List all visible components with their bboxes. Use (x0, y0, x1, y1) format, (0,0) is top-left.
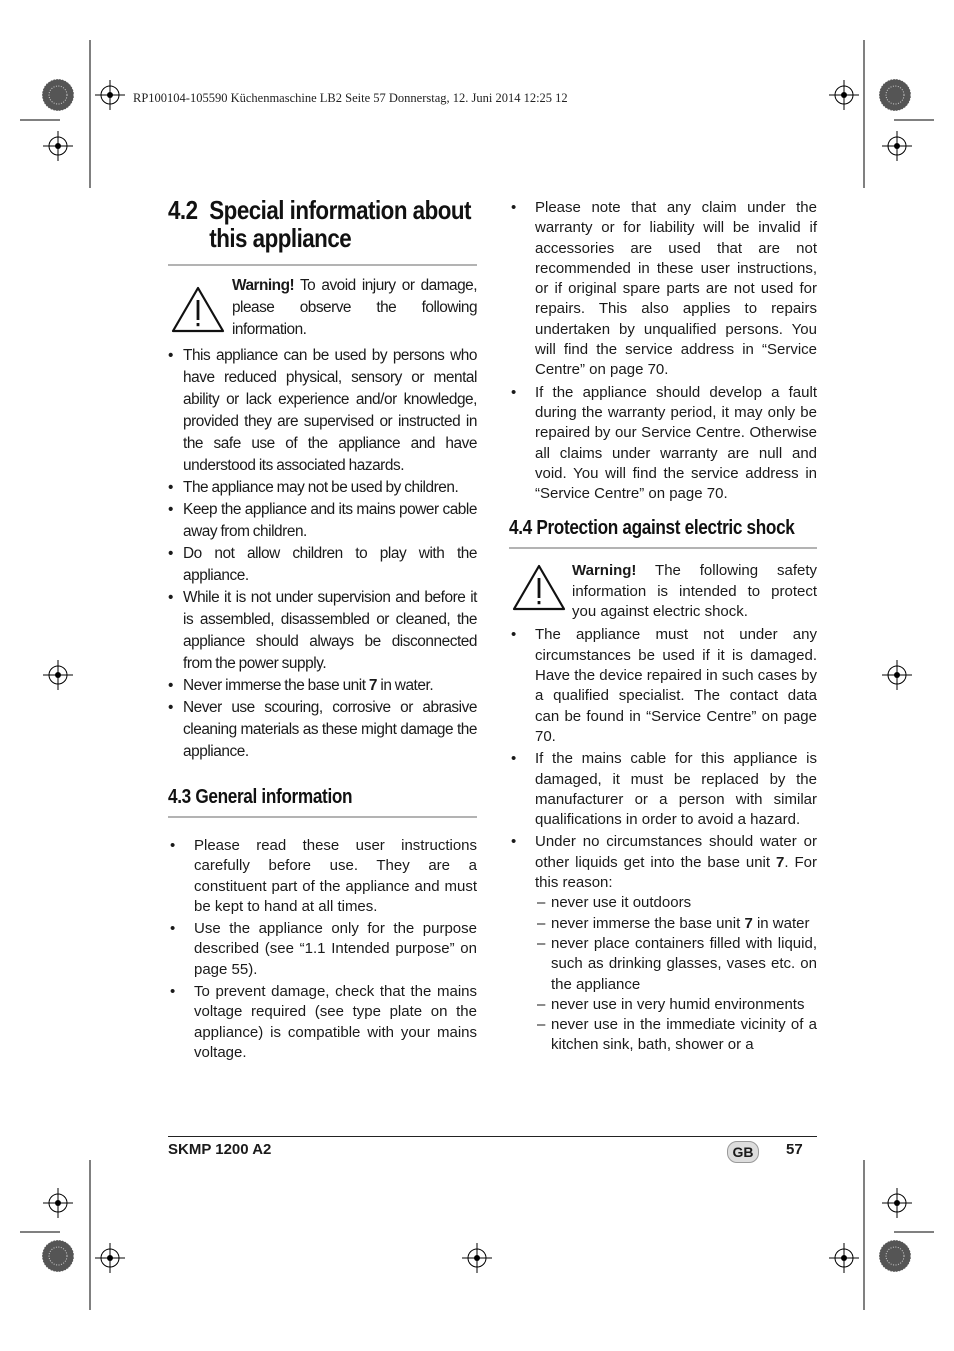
section-4-2-heading (168, 195, 471, 254)
list-item-text: in water (752, 914, 810, 932)
sub-list-item: – never use in very humid environments (535, 995, 817, 1015)
section-4-4-list (509, 625, 817, 1055)
language-badge: GB (727, 1141, 759, 1163)
list-item: • The appliance may not be used by children. (168, 477, 477, 499)
warning-text (232, 275, 477, 341)
warning-box (509, 561, 817, 623)
left-column (168, 196, 477, 1065)
list-item: • This appliance can be used by persons who have reduced physical, sensory or mental ability or lack experience and/or knowledge, provided they are supervised or instructed in the safe use of the appliance and have understood its associated hazards. (168, 345, 477, 477)
warning-body: To avoid injury or damage, please observe the following information. (232, 277, 477, 338)
page-number: 57 (786, 1141, 803, 1158)
section-4-4-heading: 4.4 Protection against electric shock (509, 517, 795, 540)
warning-body: The following safety information is intended to protect you against electric shock. (572, 562, 817, 621)
list-item: • If the appliance should develop a fault during the warranty period, it may only be repaired by our Service Centre. Otherwise all claims under warranty are null and void. You will find the service address in “Service Centre” on page 70. (509, 383, 817, 505)
section-4-3-list (168, 836, 477, 1063)
section-number: 4.2 (168, 195, 198, 225)
section-4-3-heading: 4.3 General information (168, 786, 353, 808)
sub-list-item: – never use in the immediate vicinity of a kitchen sink, bath, shower or a (535, 1015, 817, 1056)
list-item-text: . For this reason: (535, 853, 817, 892)
list-item: • While it is not under supervision and before it is assembled, disassembled or cleaned, the appliance should always be disconnected from the power supply. (168, 587, 477, 675)
warning-triangle-icon (170, 285, 226, 335)
heading-rule (168, 816, 477, 818)
list-item-text: Under no circumstances should water or other liquids get into the base unit (535, 833, 817, 871)
warning-label: Warning! (572, 562, 637, 580)
part-number: 7 (744, 914, 753, 932)
sub-list (509, 893, 817, 1055)
warning-text (572, 561, 817, 622)
warning-box (168, 275, 477, 345)
warning-triangle-icon (511, 563, 567, 613)
list-item: • Please read these user instructions carefully before use. They are a constituent part of the appliance and must be kept to hand at all times. (168, 836, 477, 917)
list-item: • Keep the appliance and its mains power cable away from children. (168, 499, 477, 543)
part-number: 7 (776, 853, 785, 871)
heading-rule (168, 264, 477, 266)
right-column (509, 198, 817, 1058)
sub-list-item: – never use it outdoors (535, 893, 817, 913)
list-item (168, 675, 477, 697)
list-item: • The appliance must not under any circumstances be used if it is damaged. Have the device repaired in such cases by a qualified specialist. The contact data can be found in “Service Centre” on page 70. (509, 625, 817, 747)
list-item-text: in water. (377, 677, 434, 694)
part-number: 7 (368, 677, 378, 694)
list-item: • Do not allow children to play with the appliance. (168, 543, 477, 587)
warranty-list (509, 198, 817, 504)
footer-rule (168, 1136, 817, 1137)
sub-list-item: – never place containers filled with liquid, such as drinking glasses, vases etc. on the appliance (535, 934, 817, 995)
sub-list-item (535, 914, 817, 934)
list-item: • To prevent damage, check that the mains voltage required (see type plate on the appliance) is compatible with your mains voltage. (168, 982, 477, 1063)
list-item: • If the mains cable for this appliance is damaged, it must be replaced by the manufacturer or a person with similar qualifications in order to avoid a hazard. (509, 749, 817, 830)
list-item-text: never immerse the base unit (551, 914, 745, 932)
section-4-2-list (168, 345, 477, 763)
list-item: • Never use scouring, corrosive or abrasive cleaning materials as these might damage the appliance. (168, 697, 477, 763)
heading-rule (509, 547, 817, 549)
warning-label: Warning! (232, 277, 295, 294)
footer-model: SKMP 1200 A2 (168, 1141, 272, 1158)
list-item (509, 832, 817, 1055)
list-item: • Please note that any claim under the warranty or for liability will be invalid if accessories are used that are not recommended in these user instructions, or if original spare parts are not used for repairs. This also applies to repairs undertaken by unqualified persons. You will find the service address in “Service Centre” on page 70. (509, 198, 817, 381)
heading-line-2: this appliance (209, 223, 352, 253)
list-item: • Use the appliance only for the purpose described (see “1.1 Intended purpose” on page 55). (168, 919, 477, 980)
list-item-text: Never immerse the base unit (183, 677, 369, 694)
heading-line-1: Special information about (209, 195, 471, 225)
print-slug: RP100104-105590 Küchenmaschine LB2 Seite 57 Donnerstag, 12. Juni 2014 12:25 12 (133, 91, 568, 105)
